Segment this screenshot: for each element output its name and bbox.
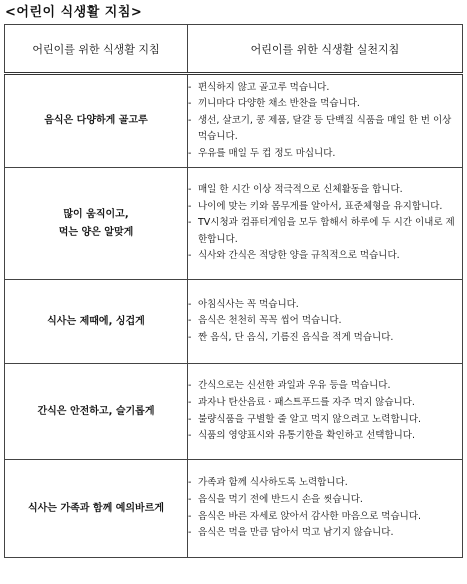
- practice-item: - 우유를 매일 두 컵 정도 마십니다.: [188, 146, 462, 163]
- table-row: [5, 364, 463, 460]
- practice-item: - 끼니마다 다양한 채소 반찬을 먹습니다.: [188, 96, 462, 113]
- table-row: [5, 74, 463, 168]
- table-row: [5, 460, 463, 558]
- practice-item: - 간식으로는 신선한 과일과 우유 등을 먹습니다.: [188, 378, 462, 395]
- guideline-cell: [5, 364, 188, 460]
- practice-cell: [188, 364, 463, 460]
- guideline-cell: [5, 168, 188, 280]
- header-guideline: 어린이를 위한 식생활 지침: [5, 25, 188, 74]
- practice-cell: [188, 280, 463, 364]
- practice-item: - 과자나 탄산음료 · 패스트푸드를 자주 먹지 않습니다.: [188, 395, 462, 412]
- practice-cell: [188, 168, 463, 280]
- practice-item: - 음식은 천천히 꼭꼭 씹어 먹습니다.: [188, 313, 462, 330]
- practice-cell: [188, 74, 463, 168]
- practice-item: - 식품의 영양표시와 유통기한을 확인하고 선택합니다.: [188, 428, 462, 445]
- practice-item: - 가족과 함께 식사하도록 노력합니다.: [188, 475, 462, 492]
- practice-item: - 식사와 간식은 적당한 양을 규칙적으로 먹습니다.: [188, 248, 462, 265]
- guideline-cell: [5, 280, 188, 364]
- practice-item: - 음식을 먹기 전에 반드시 손을 씻습니다.: [188, 492, 462, 509]
- practice-item: - 음식은 먹을 만큼 담아서 먹고 남기지 않습니다.: [188, 525, 462, 542]
- guideline-text: 식사는 가족과 함께 예의바르게: [27, 502, 165, 514]
- practice-item: - 음식은 바른 자세로 앉아서 감사한 마음으로 먹습니다.: [188, 509, 462, 526]
- guideline-text: 간식은 안전하고, 슬기롭게: [37, 405, 155, 417]
- practice-item: - TV시청과 컴퓨터게임을 모두 합해서 하루에 두 시간 이내로 제한합니다.: [188, 215, 462, 248]
- table-row: [5, 168, 463, 280]
- practice-item: - 불량식품을 구별할 줄 알고 먹지 않으려고 노력합니다.: [188, 412, 462, 429]
- guideline-cell: [5, 460, 188, 558]
- practice-item: - 편식하지 않고 골고루 먹습니다.: [188, 80, 462, 97]
- guideline-text: 식사는 제때에, 싱겁게: [47, 315, 145, 327]
- practice-item: - 나이에 맞는 키와 몸무게를 알아서, 표준체형을 유지합니다.: [188, 199, 462, 216]
- table-row: [5, 280, 463, 364]
- header-row: [5, 25, 463, 74]
- guideline-cell: [5, 74, 188, 168]
- practice-item: - 생선, 살코기, 콩 제품, 달걀 등 단백질 식품을 매일 한 번 이상 먹습니다.: [188, 113, 462, 146]
- guideline-text: 많이 움직이고,: [63, 208, 129, 220]
- header-practice: 어린이를 위한 식생활 실천지침: [188, 25, 463, 74]
- practice-item: - 매일 한 시간 이상 적극적으로 신체활동을 합니다.: [188, 182, 462, 199]
- guideline-text: 음식은 다양하게 골고루: [44, 115, 148, 126]
- guideline-table: [4, 24, 463, 558]
- document-title: <어린이 식생활 지침>: [5, 5, 143, 20]
- practice-item: - 아침식사는 꼭 먹습니다.: [188, 297, 462, 314]
- practice-cell: [188, 460, 463, 558]
- guideline-text: 먹는 양은 알맞게: [58, 226, 134, 238]
- practice-item: - 짠 음식, 단 음식, 기름진 음식을 적게 먹습니다.: [188, 330, 462, 347]
